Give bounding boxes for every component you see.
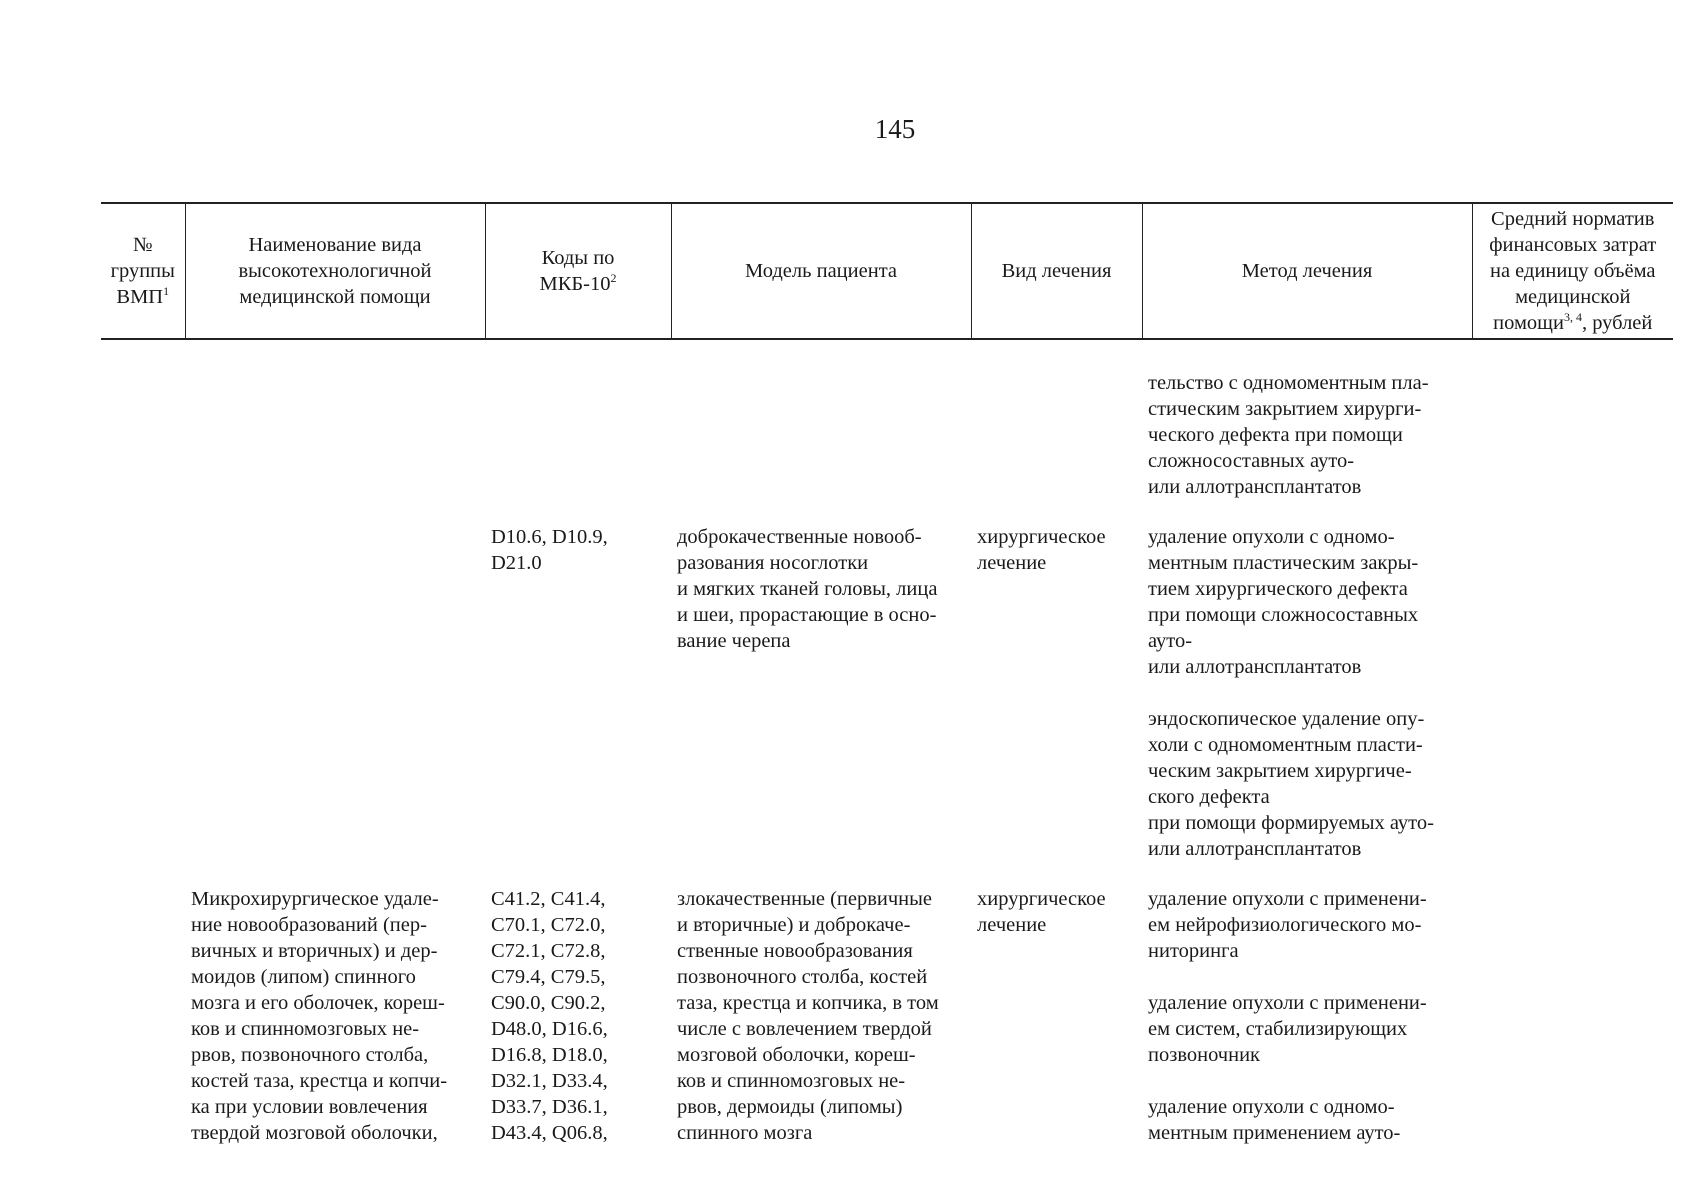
method-item: удаление опухоли с одномо- ментным применением ауто- [1148,1096,1401,1144]
header-codes: Коды по МКБ-$10^2$ [485,203,671,339]
method-item: удаление опухоли с применени- ем нейрофизиологического мо- ниторинга [1148,888,1427,962]
header-cost: Средний норматив финансовых затрат на единицу объёма медицинской помощи$^{3, 4}$, рублей [1472,203,1673,339]
cell-group-no [101,339,185,500]
cell-name: Микрохирургическое удале- ние новообразований (пер- вичных и вторичных) и дер- моидов (липом) спинного мозга и его оболочек, кореш- ков и спинномозговых не- рвов, позвоночного столба, костей таза, крестца и копчи- ка при условии вовлечения твердой мозговой оболочки, [191,888,448,1144]
header-model: Модель пациента [671,203,971,339]
cell-codes [485,339,671,500]
vmp-table [101,202,1673,1146]
method-item: тельство с одномоментным пла- стическим закрытием хирурги- ческого дефекта при помощи сложносоставных ауто- или аллотрансплантатов [1148,372,1429,498]
cell-model: злокачественные (первичные и вторичные) и доброкаче- ственные новообразования позвоночного столба, костей таза, крестца и копчика, в том числе с вовлечением твердой мозговой оболочки, кореш- ков и спинномозговых не- рвов, дермоиды (липомы) спинного мозга [677,888,939,1144]
cell-treatment: хирургическое лечение [977,888,1106,936]
cell-group-no [101,862,185,1146]
cell-cost [1472,862,1673,1146]
method-item: удаление опухоли с одномо- ментным пластическим закры- тием хирургического дефекта при помощи сложносоставных ауто- или аллотрансплантатов [1148,526,1419,678]
cell-treatment [971,339,1142,500]
cell-group-no [101,500,185,862]
cell-treatment: хирургическое лечение [977,526,1106,574]
method-item: удаление опухоли с применени- ем систем, стабилизирующих позвоночник [1148,992,1427,1066]
header-group-no: № группы ВМП$^1$ [101,203,185,339]
cell-method [1142,500,1472,862]
page-number: 145 [874,114,916,144]
method-item: эндоскопическое удаление опу- холи с одномоментным пласти- ческим закрытием хирургиче- ского дефекта при помощи формируемых ауто- или аллотрансплантатов [1148,708,1434,860]
header-method: Метод лечения [1142,203,1472,339]
cell-codes: C41.2, C41.4, C70.1, C72.0, C72.1, C72.8, C79.4, C79.5, C90.0, C90.2, D48.0, D16.6, D16.8, D18.0, D32.1, D33.4, D33.7, D36.1, D43.4, Q06.8, [491,888,608,1144]
cell-cost [1472,339,1673,500]
cell-codes: D10.6, D10.9, D21.0 [491,526,608,574]
cell-method [1142,862,1472,1146]
cell-name [185,500,485,862]
table-row [101,862,1673,1146]
cell-method [1142,339,1472,500]
cell-model: доброкачественные новооб- разования носоглотки и мягких тканей головы, лица и шеи, прорастающие в осно- вание черепа [677,526,938,652]
table-row [101,339,1673,500]
table-header-row [101,203,1673,339]
header-treatment: Вид лечения [971,203,1142,339]
cell-name [185,339,485,500]
cell-model [671,339,971,500]
header-name: Наименование вида высокотехнологичной медицинской помощи [185,203,485,339]
cell-cost [1472,500,1673,862]
table-row [101,500,1673,862]
